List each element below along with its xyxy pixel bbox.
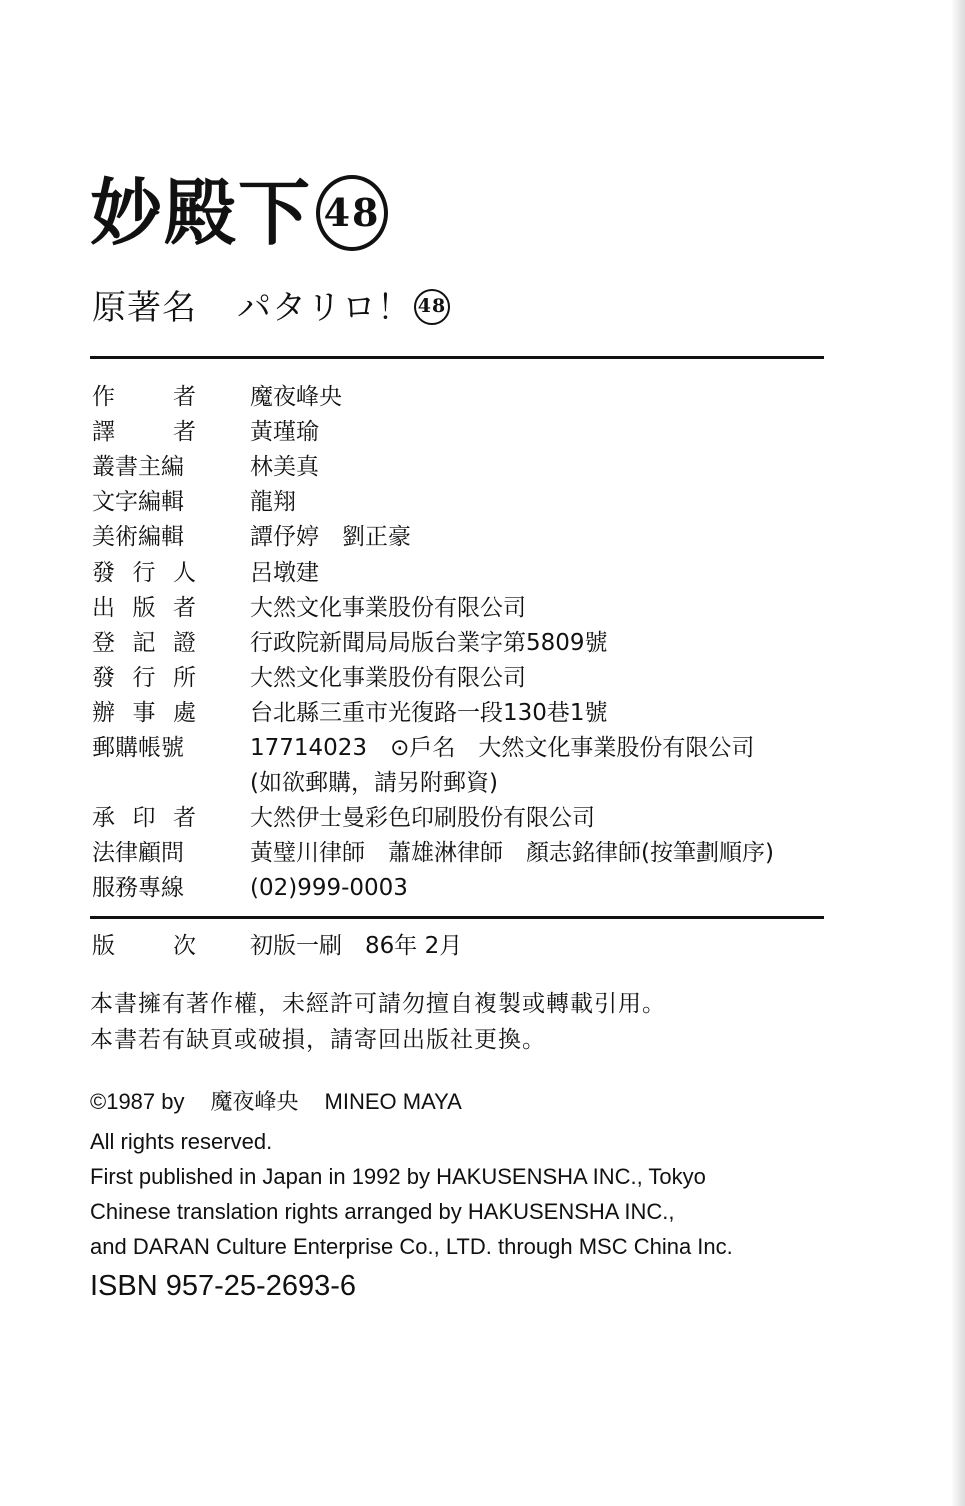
credit-label — [92, 485, 196, 519]
credit-label-char: 者 — [173, 594, 196, 621]
credit-label — [92, 836, 196, 870]
credit-value: 黃瑾瑜 — [250, 419, 319, 446]
credit-label-char: 承 — [92, 805, 115, 832]
credit-label-char: 發 — [92, 559, 115, 586]
credit-value: 譚伃婷 劉正豪 — [250, 524, 411, 551]
credit-value: 大然伊士曼彩色印刷股份有限公司 — [250, 805, 595, 832]
copyright-author-en: MINEO MAYA — [324, 1089, 462, 1114]
credit-value: 大然文化事業股份有限公司 — [250, 594, 526, 621]
agency-line: and DARAN Culture Enterprise Co., LTD. through MSC China Inc. — [90, 1234, 733, 1259]
credit-label-char: 發 — [92, 664, 115, 691]
credit-label — [92, 696, 196, 730]
credit-label — [92, 556, 196, 590]
credit-label-char: 出 — [92, 594, 115, 621]
credit-label-char: 文字編輯 — [92, 489, 184, 516]
credit-label-char: 所 — [173, 664, 196, 691]
credit-label-char: 法律顧問 — [92, 840, 184, 867]
credit-label — [92, 626, 196, 660]
credit-label-char: 證 — [173, 629, 196, 656]
credit-value: 黃璧川律師 蕭雄淋律師 顏志銘律師(按筆劃順序) — [250, 840, 774, 867]
credit-value: 大然文化事業股份有限公司 — [250, 664, 526, 691]
credit-label-char: 行 — [132, 664, 156, 691]
volume-number-badge: 48 — [316, 175, 388, 251]
credit-label-char: 記 — [132, 629, 156, 656]
rights-line: All rights reserved. — [90, 1129, 273, 1154]
credit-value: 魔夜峰央 — [250, 384, 342, 410]
credit-value: 17714023 ⊙戶名 大然文化事業股份有限公司 — [250, 735, 755, 761]
edition-label-char: 次 — [173, 933, 196, 959]
page-edge-shadow — [951, 0, 965, 1506]
credit-label — [92, 520, 196, 554]
credit-label-char: 登 — [92, 629, 115, 656]
original-title-name: パタリロ！ — [237, 288, 412, 328]
credit-label-char: 譯 — [92, 419, 115, 446]
original-title-label: 原著名 — [92, 288, 197, 328]
credit-label-char: 事 — [132, 699, 156, 726]
translation-rights-line: Chinese translation rights arranged by HAKUSENSHA INC., — [90, 1199, 675, 1224]
credit-label-char: 印 — [132, 805, 156, 832]
credit-label-char: 者 — [173, 384, 196, 410]
copyright-prefix: ©1987 by — [90, 1089, 185, 1114]
isbn: ISBN 957-25-2693-6 — [90, 1270, 356, 1302]
copyright-line — [90, 1084, 462, 1120]
publication-line: First published in Japan in 1992 by HAKUSENSHA INC., Tokyo — [90, 1164, 706, 1189]
divider-middle — [90, 916, 824, 919]
credit-label-char: 人 — [173, 559, 196, 586]
credit-label-char: 處 — [173, 699, 196, 726]
edition-value: 初版一刷 86年 2月 — [250, 933, 463, 959]
credit-label-char: 者 — [173, 419, 196, 446]
notice-defects: 本書若有缺頁或破損，請寄回出版社更換。 — [90, 1027, 546, 1053]
credit-label-char: 郵購帳號 — [92, 735, 184, 761]
credit-label — [92, 661, 196, 695]
edition-label-char: 版 — [92, 933, 115, 959]
credit-value: 台北縣三重市光復路一段130巷1號 — [250, 699, 608, 726]
credit-label-char: 叢書主編 — [92, 454, 184, 481]
credit-label-char: 美術編輯 — [92, 524, 184, 551]
original-volume-badge: 48 — [414, 289, 450, 325]
credit-label-char: 辦 — [92, 699, 115, 726]
credit-label — [92, 801, 196, 835]
notice-copyright: 本書擁有著作權，未經許可請勿擅自複製或轉載引用。 — [90, 991, 666, 1017]
credit-value: (如欲郵購，請另附郵資) — [250, 770, 498, 797]
book-title-text: 妙殿下 — [90, 170, 313, 255]
credit-label-char: 版 — [132, 594, 156, 621]
credit-label — [92, 591, 196, 625]
credit-label — [92, 871, 196, 905]
credit-label — [92, 380, 196, 414]
copyright-author-ja: 魔夜峰央 — [210, 1090, 299, 1115]
credit-label — [92, 731, 196, 765]
credit-value: (02)999-0003 — [250, 875, 408, 902]
edition-label — [92, 929, 196, 963]
credit-value: 龍翔 — [250, 489, 296, 516]
credit-label — [92, 450, 196, 484]
original-title — [92, 286, 450, 330]
credit-value: 呂墩建 — [250, 559, 319, 586]
credit-label-char: 者 — [173, 805, 196, 832]
credit-label-char: 服務專線 — [92, 875, 184, 902]
divider-top — [90, 356, 824, 359]
credit-label — [92, 415, 196, 449]
credit-label-char: 行 — [132, 559, 156, 586]
book-title — [90, 168, 388, 258]
credit-value: 行政院新聞局局版台業字第5809號 — [250, 629, 608, 656]
credit-label-char: 作 — [92, 384, 115, 410]
credit-value: 林美真 — [250, 454, 319, 481]
